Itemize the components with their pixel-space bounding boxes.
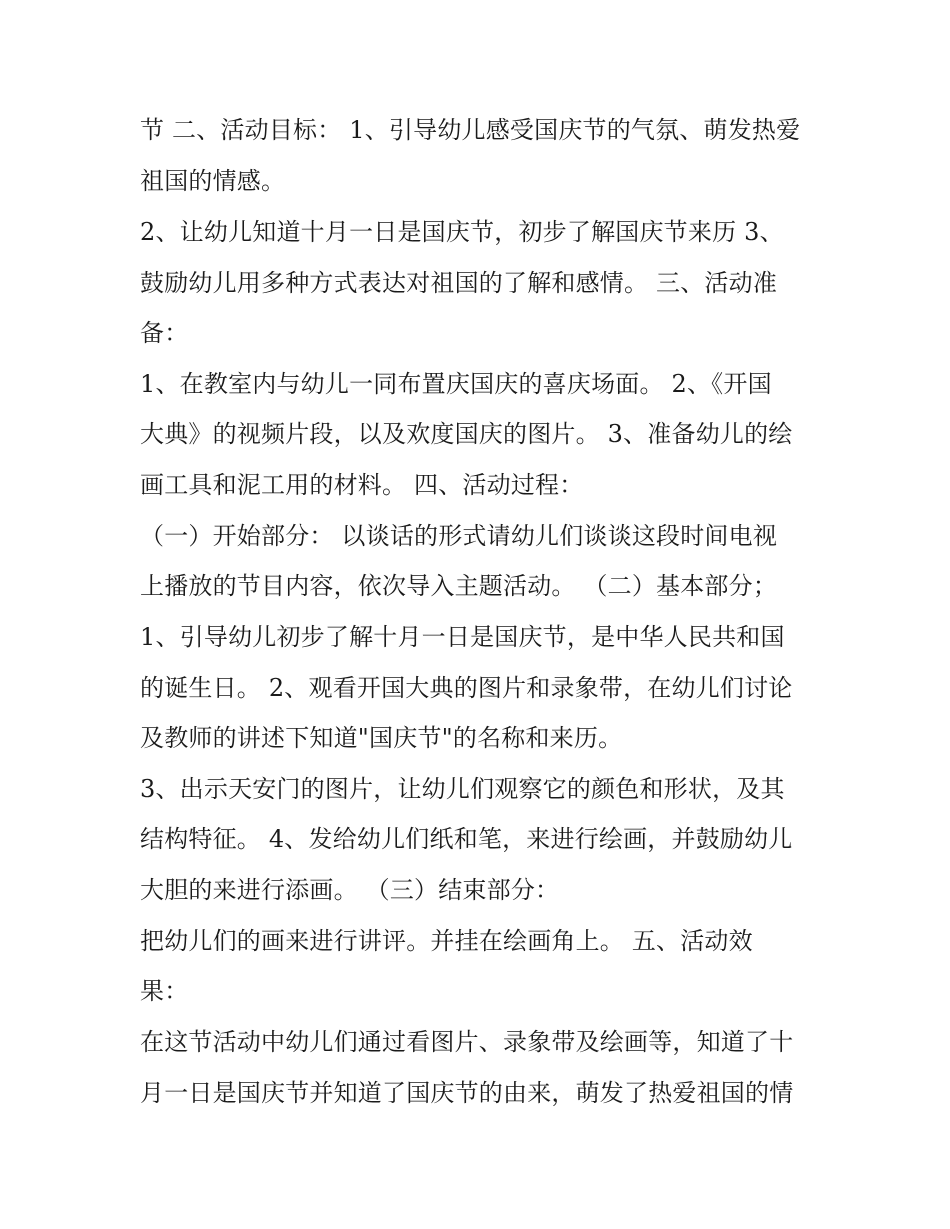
- text-line: 1、引导幼儿初步了解十月一日是国庆节，是中华人民共和国: [140, 623, 785, 651]
- text-line: 及教师的讲述下知道"国庆节"的名称和来历。: [140, 724, 623, 752]
- text-line: 祖国的情感。: [140, 167, 286, 195]
- text-line: 鼓励幼儿用多种方式表达对祖国的了解和感情。 三、活动准: [140, 269, 778, 297]
- text-line: 结构特征。 4、发给幼儿们纸和笔，来进行绘画，并鼓励幼儿: [140, 825, 793, 853]
- text-line: 在这节活动中幼儿们通过看图片、录象带及绘画等，知道了十: [140, 1028, 794, 1056]
- text-line: 果：: [140, 977, 189, 1005]
- text-line: 画工具和泥工用的材料。 四、活动过程：: [140, 471, 584, 499]
- text-line: 月一日是国庆节并知道了国庆节的由来，萌发了热爱祖国的情: [140, 1079, 794, 1107]
- text-line: 1、在教室内与幼儿一同布置庆国庆的喜庆场面。 2、《开国: [140, 370, 772, 398]
- text-line: 上播放的节目内容，依次导入主题活动。 （二）基本部分；: [140, 572, 778, 600]
- text-line: （一）开始部分： 以谈话的形式请幼儿们谈谈这段时间电视: [140, 522, 778, 550]
- text-line: 大胆的来进行添画。 （三）结束部分：: [140, 876, 560, 904]
- text-line: 备：: [140, 319, 189, 347]
- text-line: 3、出示天安门的图片，让幼儿们观察它的颜色和形状，及其: [140, 775, 785, 803]
- text-line: 大典》的视频片段，以及欢度国庆的图片。 3、准备幼儿的绘: [140, 420, 793, 448]
- text-line: 2、让幼儿知道十月一日是国庆节，初步了解国庆节来历 3、: [140, 218, 784, 246]
- text-line: 的诞生日。 2、观看开国大典的图片和录象带，在幼儿们讨论: [140, 674, 793, 702]
- text-line: 把幼儿们的画来进行讲评。并挂在绘画角上。 五、活动效: [140, 927, 753, 955]
- text-line: 节 二、活动目标： 1、引导幼儿感受国庆节的气氛、萌发热爱: [140, 116, 801, 144]
